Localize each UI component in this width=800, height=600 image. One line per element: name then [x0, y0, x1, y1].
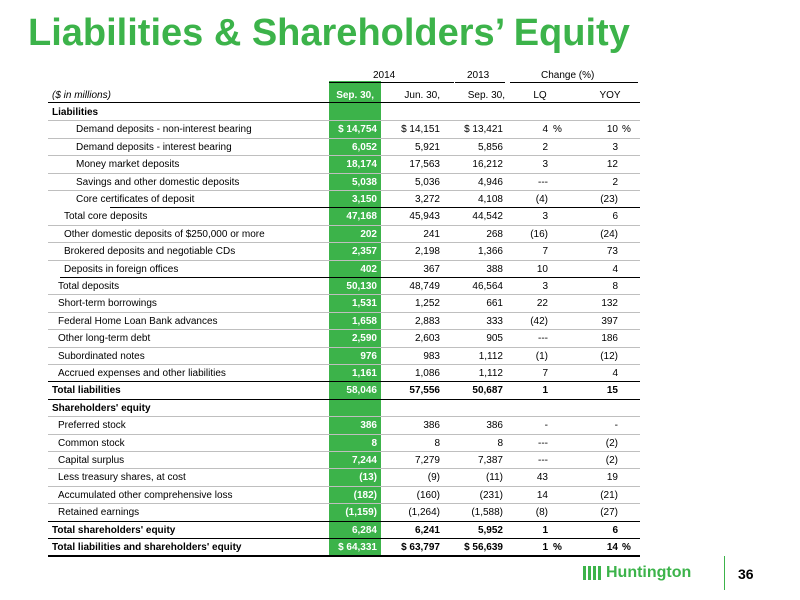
cell-lq: (16) — [530, 228, 548, 240]
cell-lq: - — [544, 420, 548, 432]
cell-lq: (1) — [535, 350, 548, 362]
table-row — [48, 486, 640, 504]
row-label: Core certificates of deposit — [76, 194, 195, 205]
cell-lq: --- — [538, 455, 548, 466]
table-row — [48, 347, 640, 365]
cell-yoy: 4 — [612, 368, 618, 379]
cell-sep: (182) — [353, 489, 377, 501]
table-row — [48, 364, 640, 382]
row-label: Preferred stock — [58, 420, 126, 432]
cell-sep: 2,590 — [351, 333, 377, 345]
cell-sep13: 661 — [486, 298, 503, 310]
cell-sep13: 333 — [486, 315, 503, 327]
row-label: Less treasury shares, at cost — [58, 472, 186, 484]
cell-jun: 2,603 — [414, 333, 440, 345]
cell-jun: 7,279 — [414, 455, 440, 466]
row-label: Brokered deposits and negotiable CDs — [64, 246, 236, 258]
cell-sep13: 7,387 — [477, 455, 503, 466]
row-label: Other long-term debt — [58, 333, 151, 345]
cell-lq: 3 — [542, 211, 548, 223]
page-title: Liabilities & Shareholders’ Equity — [28, 12, 630, 54]
row-label: Total shareholders' equity — [52, 524, 176, 536]
cell-sep13: 46,564 — [472, 281, 503, 292]
cell-sep13: 386 — [486, 420, 503, 432]
cell-sep: 1,531 — [351, 298, 377, 310]
cell-jun: 241 — [423, 228, 440, 240]
cell-lq: (8) — [535, 507, 548, 519]
cell-sep: 3,150 — [351, 194, 377, 205]
cell-jun: 386 — [423, 420, 440, 432]
percent-sign: % — [622, 124, 631, 136]
col-header-jun30-2014: Jun. 30, — [404, 90, 440, 101]
row-label: Common stock — [58, 437, 125, 449]
cell-jun: 1,252 — [414, 298, 440, 310]
cell-sep13: $ 56,639 — [464, 542, 503, 553]
table-row — [48, 503, 640, 521]
cell-jun: $ 14,151 — [401, 124, 440, 136]
cell-sep13: 50,687 — [472, 385, 503, 397]
percent-sign: % — [553, 124, 562, 136]
col-header-lq: LQ — [533, 90, 547, 101]
cell-sep13: 1,112 — [478, 368, 503, 379]
cell-sep13: 4,946 — [477, 176, 503, 188]
row-label: Total core deposits — [64, 211, 148, 223]
cell-lq: 3 — [542, 281, 548, 292]
cell-lq: 22 — [536, 298, 548, 310]
change-label: Change (%) — [541, 70, 595, 81]
cell-yoy: 73 — [606, 246, 618, 258]
cell-yoy: 8 — [612, 281, 618, 292]
row-label: Federal Home Loan Bank advances — [58, 315, 218, 327]
cell-lq: 7 — [542, 246, 548, 258]
cell-lq: (4) — [535, 194, 548, 205]
row-label: Demand deposits - non-interest bearing — [76, 124, 252, 136]
cell-yoy: (23) — [600, 194, 618, 205]
cell-yoy: 15 — [606, 385, 618, 397]
cell-jun: 48,749 — [409, 281, 440, 292]
cell-sep13: 16,212 — [472, 159, 503, 171]
row-label: Accumulated other comprehensive loss — [58, 489, 233, 501]
cell-lq: (42) — [530, 315, 548, 327]
cell-yoy: 14 — [606, 542, 618, 553]
cell-sep: 386 — [360, 420, 377, 432]
cell-yoy: 6 — [612, 524, 618, 536]
cell-jun: 983 — [423, 350, 440, 362]
cell-yoy: (27) — [600, 507, 618, 519]
cell-sep13: 4,108 — [477, 194, 503, 205]
cell-sep: 6,052 — [351, 141, 377, 153]
cell-yoy: (12) — [600, 350, 618, 362]
cell-sep: 2,357 — [351, 246, 377, 258]
table-row — [48, 329, 640, 347]
cell-lq: 14 — [536, 489, 548, 501]
table-row — [48, 173, 640, 191]
cell-sep13: $ 13,421 — [464, 124, 503, 136]
cell-sep13: (1,588) — [471, 507, 503, 519]
table-row — [48, 521, 640, 539]
cell-lq: 43 — [536, 472, 548, 484]
row-label: Total liabilities and shareholders' equity — [52, 542, 242, 553]
cell-sep: 47,168 — [346, 211, 377, 223]
cell-sep: 6,284 — [351, 524, 377, 536]
cell-sep13: 268 — [486, 228, 503, 240]
table-row — [48, 312, 640, 330]
row-label: Short-term borrowings — [58, 298, 157, 310]
row-label: Total deposits — [58, 281, 120, 292]
cell-jun: (160) — [416, 489, 440, 501]
cell-jun: 45,943 — [409, 211, 440, 223]
table-row — [48, 538, 640, 556]
col-header-sep30-2013: Sep. 30, — [467, 90, 505, 101]
cell-jun: 2,883 — [414, 315, 440, 327]
cell-lq: 1 — [542, 385, 548, 397]
huntington-logo-icon — [582, 563, 602, 583]
cell-sep: 402 — [360, 263, 377, 275]
table-row — [48, 260, 640, 278]
table-row — [48, 138, 640, 156]
cell-yoy: 10 — [606, 124, 618, 136]
table-row — [48, 434, 640, 452]
cell-sep13: 8 — [497, 437, 503, 449]
cell-sep13: 905 — [486, 333, 503, 345]
table-row — [48, 381, 640, 399]
cell-jun: 3,272 — [414, 194, 440, 205]
cell-sep: 202 — [360, 228, 377, 240]
cell-sep13: 5,856 — [477, 141, 503, 153]
cell-sep13: 1,112 — [478, 350, 503, 362]
cell-yoy: 397 — [601, 315, 618, 327]
cell-jun: $ 63,797 — [401, 542, 440, 553]
cell-jun: 8 — [434, 437, 440, 449]
cell-sep: $ 64,331 — [338, 542, 377, 553]
row-label: Shareholders' equity — [52, 402, 151, 414]
row-label: Retained earnings — [58, 507, 140, 519]
cell-sep13: 388 — [486, 263, 503, 275]
percent-sign: % — [622, 542, 631, 553]
cell-jun: 2,198 — [414, 246, 440, 258]
row-label: Demand deposits - interest bearing — [76, 141, 232, 153]
cell-sep: 18,174 — [346, 159, 377, 171]
cell-sep: 5,038 — [351, 176, 377, 188]
table-row — [48, 416, 640, 434]
row-label: Other domestic deposits of $250,000 or more — [64, 228, 265, 240]
cell-jun: 6,241 — [414, 524, 440, 536]
table-row — [48, 190, 640, 208]
table-row — [48, 155, 640, 173]
year-2013-underline — [455, 82, 505, 83]
cell-jun: (1,264) — [408, 507, 440, 519]
cell-sep: 976 — [360, 350, 377, 362]
table-row — [48, 120, 640, 138]
percent-sign: % — [553, 542, 562, 553]
cell-lq: --- — [538, 333, 548, 345]
cell-sep13: 1,366 — [477, 246, 503, 258]
row-label: Capital surplus — [58, 455, 125, 466]
huntington-logo — [582, 563, 691, 583]
cell-yoy: - — [614, 420, 618, 432]
cell-yoy: 4 — [612, 263, 618, 275]
cell-sep: 1,658 — [351, 315, 377, 327]
row-label: Total liabilities — [52, 385, 121, 397]
cell-jun: (9) — [427, 472, 440, 484]
footer-divider — [724, 556, 725, 590]
cell-yoy: 132 — [601, 298, 618, 310]
year-2013-label: 2013 — [467, 70, 490, 81]
col-header-sep30-2014: Sep. 30, — [336, 90, 374, 101]
table-row — [48, 103, 640, 121]
row-label: Savings and other domestic deposits — [76, 176, 240, 188]
cell-yoy: 6 — [612, 211, 618, 223]
cell-jun: 5,036 — [414, 176, 440, 188]
table-row — [48, 207, 640, 225]
col-header-yoy: YOY — [599, 90, 621, 101]
row-label: Money market deposits — [76, 159, 180, 171]
cell-yoy: (24) — [600, 228, 618, 240]
table-row — [48, 468, 640, 486]
cell-sep13: (11) — [485, 472, 503, 484]
cell-jun: 367 — [423, 263, 440, 275]
cell-sep: 8 — [371, 437, 377, 449]
row-label: Subordinated notes — [58, 350, 145, 362]
cell-yoy: 19 — [606, 472, 618, 484]
cell-yoy: (2) — [605, 455, 618, 466]
table-row — [48, 399, 640, 417]
cell-lq: 10 — [536, 263, 548, 275]
year-2014-label: 2014 — [373, 70, 396, 81]
cell-jun: 57,556 — [409, 385, 440, 397]
cell-sep: $ 14,754 — [338, 124, 377, 136]
cell-sep13: 5,952 — [477, 524, 503, 536]
cell-sep: (13) — [359, 472, 377, 484]
table-row — [48, 294, 640, 312]
cell-yoy: (21) — [600, 489, 618, 501]
year-2014-underline — [329, 82, 454, 83]
row-label: Liabilities — [52, 107, 99, 118]
cell-jun: 17,563 — [409, 159, 440, 171]
cell-jun: 1,086 — [414, 368, 440, 379]
logo-text: Huntington — [606, 564, 692, 581]
cell-sep13: (231) — [479, 489, 503, 501]
cell-sep: 58,046 — [346, 385, 377, 397]
cell-lq: 2 — [542, 141, 548, 153]
row-divider — [48, 555, 640, 557]
cell-lq: 3 — [542, 159, 548, 171]
cell-lq: --- — [538, 437, 548, 449]
cell-sep13: 44,542 — [472, 211, 503, 223]
cell-sep: 1,161 — [351, 368, 377, 379]
row-label: Deposits in foreign offices — [64, 263, 179, 275]
cell-lq: 4 — [542, 124, 548, 136]
change-underline — [510, 82, 638, 83]
cell-yoy: 12 — [606, 159, 618, 171]
cell-jun: 5,921 — [414, 141, 440, 153]
cell-yoy: 2 — [612, 176, 618, 188]
page-number: 36 — [738, 566, 754, 582]
cell-yoy: (2) — [605, 437, 618, 449]
cell-sep: 7,244 — [351, 455, 377, 466]
cell-sep: (1,159) — [345, 507, 377, 519]
cell-lq: --- — [538, 176, 548, 188]
table-row — [48, 277, 640, 295]
table-row — [48, 242, 640, 260]
table-row — [48, 225, 640, 243]
cell-lq: 1 — [542, 542, 548, 553]
table-row — [48, 451, 640, 469]
row-label: Accrued expenses and other liabilities — [58, 368, 226, 379]
cell-yoy: 186 — [601, 333, 618, 345]
units-label: ($ in millions) — [52, 90, 111, 101]
cell-yoy: 3 — [612, 141, 618, 153]
cell-lq: 7 — [542, 368, 548, 379]
cell-sep: 50,130 — [346, 281, 377, 292]
cell-lq: 1 — [542, 524, 548, 536]
